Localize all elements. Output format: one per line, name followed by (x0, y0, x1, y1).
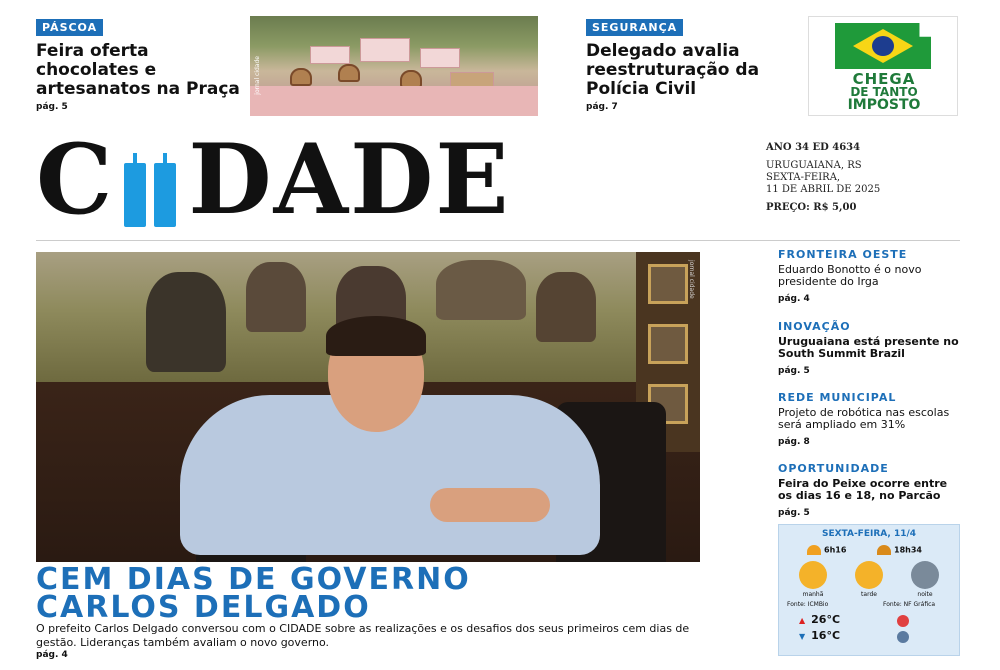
badge-line: IMPOSTO (847, 97, 921, 113)
sidebar-item-oportunidade[interactable] (778, 462, 960, 518)
main-deck: O prefeito Carlos Delgado conversou com o CIDADE sobre as realizações e os desafios dos seus primeiros cem dias de gestão. Lideranças também avaliam o novo governo. (36, 622, 690, 649)
badge-line: DE TANTO (850, 85, 918, 99)
badge-line: CHEGA (852, 70, 916, 88)
date: 11 DE ABRIL DE 2025 (766, 184, 881, 195)
min-temp: ▼ 16°C (799, 629, 841, 642)
teaser-headline[interactable]: Delegado avalia reestruturação da Polícia Civil (586, 41, 760, 99)
price: PREÇO: R$ 5,00 (766, 202, 857, 213)
max-temp: ▲ 26°C (799, 613, 841, 626)
brazil-flag-icon (835, 23, 931, 69)
main-headline[interactable]: CEM DIAS DE GOVERNO CARLOS DELGADO (36, 562, 471, 625)
weather-title: SEXTA-FEIRA, 11/4 (821, 529, 917, 539)
section-tag: FRONTEIRA OESTE (778, 248, 908, 261)
newspaper-logo: C DADE (36, 123, 511, 236)
section-tag: PÁSCOA (36, 19, 103, 36)
arrow-down-icon: ▼ (799, 632, 806, 641)
moon-cloud-icon (911, 561, 939, 589)
sunset: 18h34 (877, 545, 922, 555)
sidebar-headline[interactable]: Uruguaiana está presente no South Summit Brazil (778, 335, 959, 360)
sidebar-headline[interactable]: Eduardo Bonotto é o novo presidente do Irga (778, 263, 922, 288)
teaser-pascoa[interactable] (36, 16, 246, 116)
teaser-photo-easter-fair (250, 16, 538, 116)
page-ref: pág. 5 (778, 508, 810, 518)
arrow-up-icon: ▲ (799, 616, 806, 625)
sunrise-icon (807, 545, 821, 555)
period-label: tarde (861, 591, 877, 598)
source-right: Fonte: NF Gráfica (883, 601, 936, 608)
source-left: Fonte: ICMBio (787, 601, 829, 608)
person-hands (430, 488, 550, 522)
section-tag: SEGURANÇA (586, 19, 683, 36)
wind-icon (897, 631, 909, 643)
page-ref: pág. 5 (36, 102, 68, 112)
photo-credit: jornal cidade (688, 260, 695, 299)
sunrise: 6h16 (807, 545, 846, 555)
page-ref: pág. 5 (778, 366, 810, 376)
edition-number: ANO 34 ED 4634 (766, 142, 861, 153)
sun-icon (855, 561, 883, 589)
period-label: manhã (802, 591, 824, 598)
page-ref: pág. 4 (36, 650, 68, 660)
teaser-seguranca[interactable] (586, 16, 796, 116)
chega-de-tanto-imposto-badge (808, 16, 958, 116)
section-tag: OPORTUNIDADE (778, 462, 889, 475)
weekday: SEXTA-FEIRA, (766, 172, 841, 183)
weather-box (778, 524, 960, 656)
period-label: noite (917, 591, 933, 598)
sun-icon (799, 561, 827, 589)
section-tag: REDE MUNICIPAL (778, 391, 897, 404)
page-ref: pág. 7 (586, 102, 618, 112)
edition-info (766, 142, 880, 214)
sidebar-item-rede-municipal[interactable] (778, 391, 960, 447)
city: URUGUAIANA, RS (766, 160, 862, 171)
page-ref: pág. 8 (778, 437, 810, 447)
logo-pillars-icon (118, 153, 184, 223)
sidebar-item-fronteira-oeste[interactable] (778, 248, 960, 304)
masthead (36, 123, 746, 236)
divider (36, 240, 960, 241)
person-hair (326, 316, 426, 356)
sidebar-headline[interactable]: Projeto de robótica nas escolas será ampliado em 31% (778, 406, 950, 431)
teaser-headline[interactable]: Feira oferta chocolates e artesanatos na Praça (36, 41, 240, 99)
page-ref: pág. 4 (778, 294, 810, 304)
uv-icon (897, 615, 909, 627)
sidebar-item-inovacao[interactable] (778, 320, 960, 376)
sidebar-headline[interactable]: Feira do Peixe ocorre entre os dias 16 e 18, no Parcão (778, 477, 948, 502)
photo-credit: jornal cidade (254, 56, 261, 95)
sunset-icon (877, 545, 891, 555)
section-tag: INOVAÇÃO (778, 320, 851, 333)
